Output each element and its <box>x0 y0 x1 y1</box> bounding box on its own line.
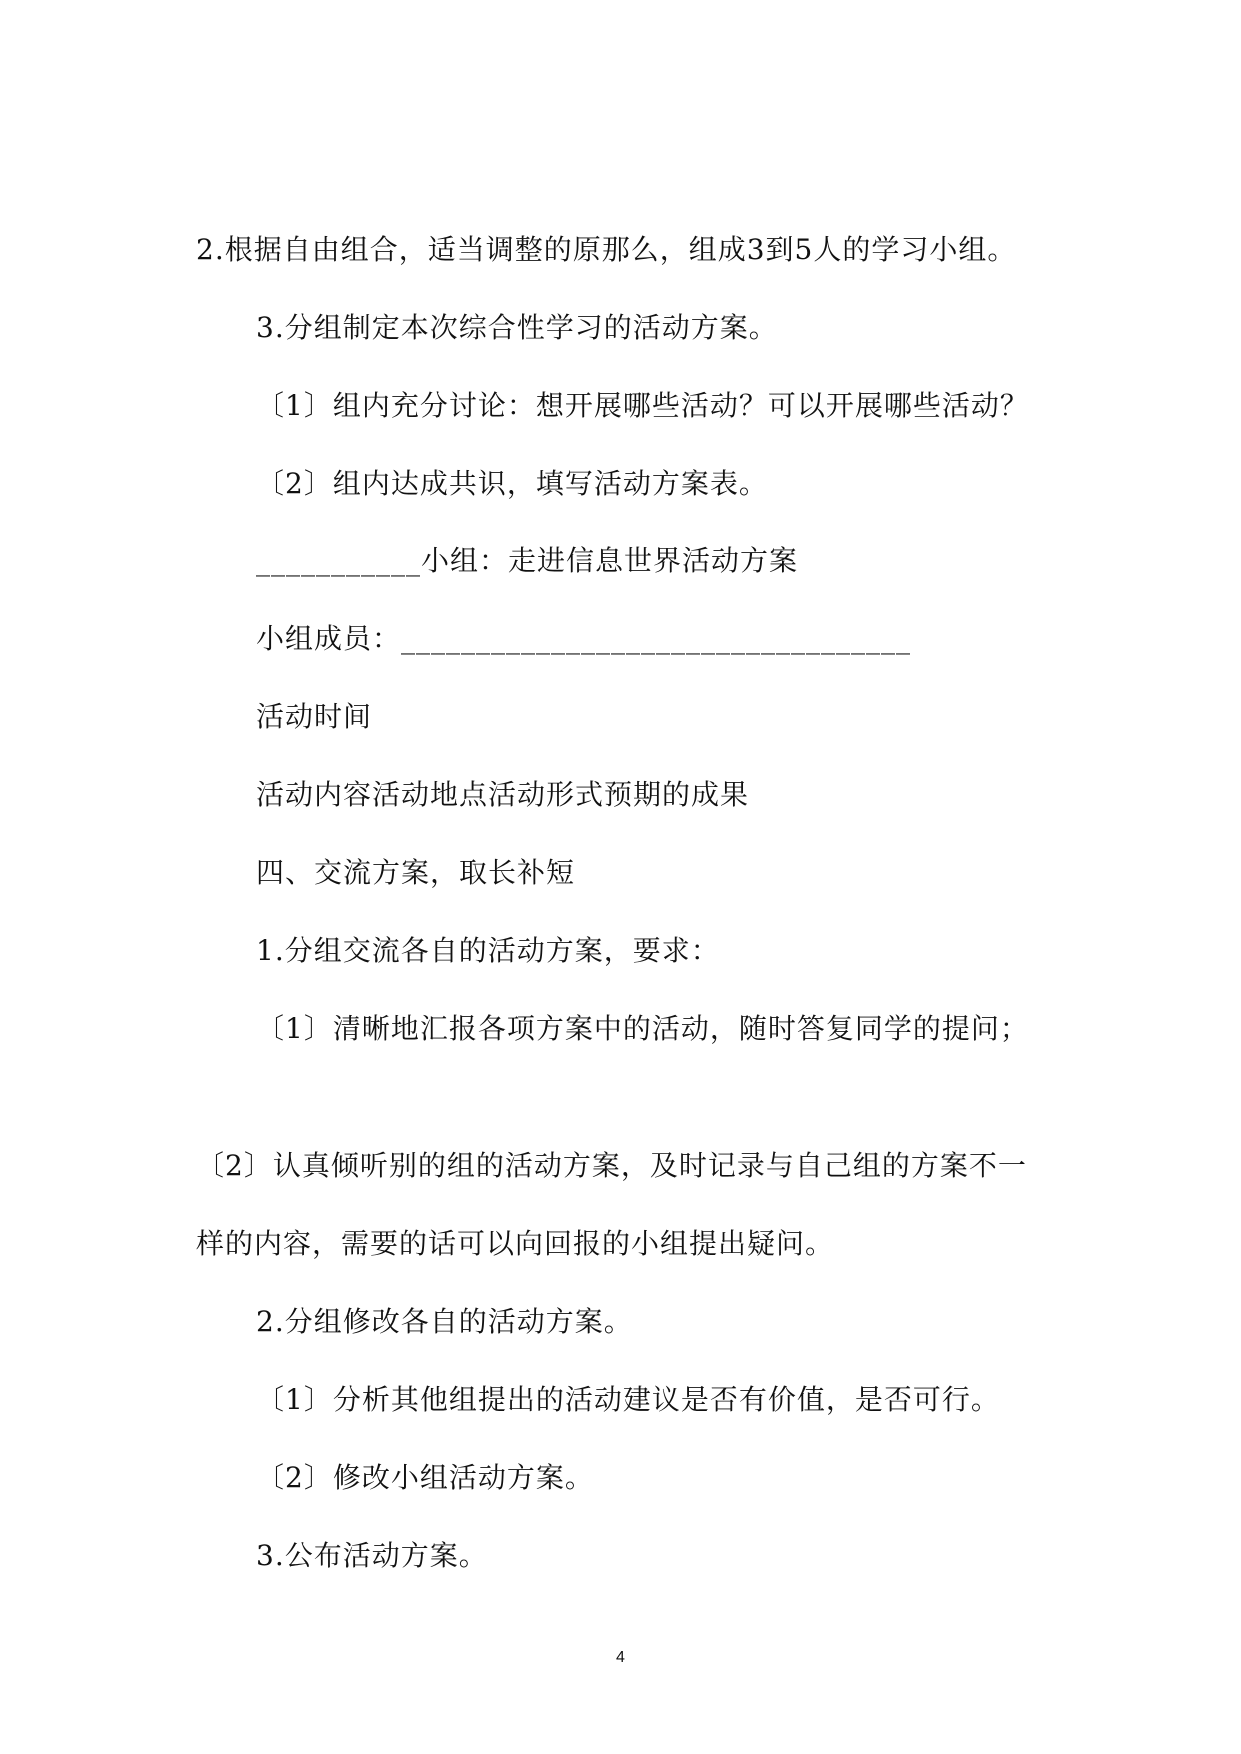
revise-substep-1: 〔1〕分析其他组提出的活动建议是否有价值，是否可行。 <box>256 1383 1000 1416</box>
step-3-plan: 3.分组制定本次综合性学习的活动方案。 <box>256 311 778 344</box>
substep-1-discuss: 〔1〕组内充分讨论：想开展哪些活动？可以开展哪些活动？ <box>256 389 1029 422</box>
section-4-heading: 四、交流方案，取长补短 <box>256 856 576 889</box>
activity-columns-label: 活动内容活动地点活动形式预期的成果 <box>256 778 750 811</box>
group-members-field: 小组成员：__________________________________ <box>256 622 912 655</box>
step-1-exchange: 1.分组交流各自的活动方案，要求： <box>256 934 720 967</box>
plan-form-title: ___________小组：走进信息世界活动方案 <box>256 544 799 577</box>
activity-time-label: 活动时间 <box>256 700 373 733</box>
page-number: 4 <box>616 1649 625 1666</box>
step-3-publish: 3.公布活动方案。 <box>256 1539 488 1572</box>
step-2-grouping: 2.根据自由组合，适当调整的原那么，组成3到5人的学习小组。 <box>196 233 1017 266</box>
revise-substep-2: 〔2〕修改小组活动方案。 <box>256 1461 594 1494</box>
substep-2-consensus: 〔2〕组内达成共识，填写活动方案表。 <box>256 467 768 500</box>
requirement-2-line-1: 〔2〕认真倾听别的组的活动方案，及时记录与自己组的方案不一 <box>196 1149 1027 1182</box>
requirement-1: 〔1〕清晰地汇报各项方案中的活动，随时答复同学的提问； <box>256 1012 1029 1045</box>
step-2-revise: 2.分组修改各自的活动方案。 <box>256 1305 633 1338</box>
requirement-2-line-2: 样的内容，需要的话可以向回报的小组提出疑问。 <box>196 1227 835 1260</box>
